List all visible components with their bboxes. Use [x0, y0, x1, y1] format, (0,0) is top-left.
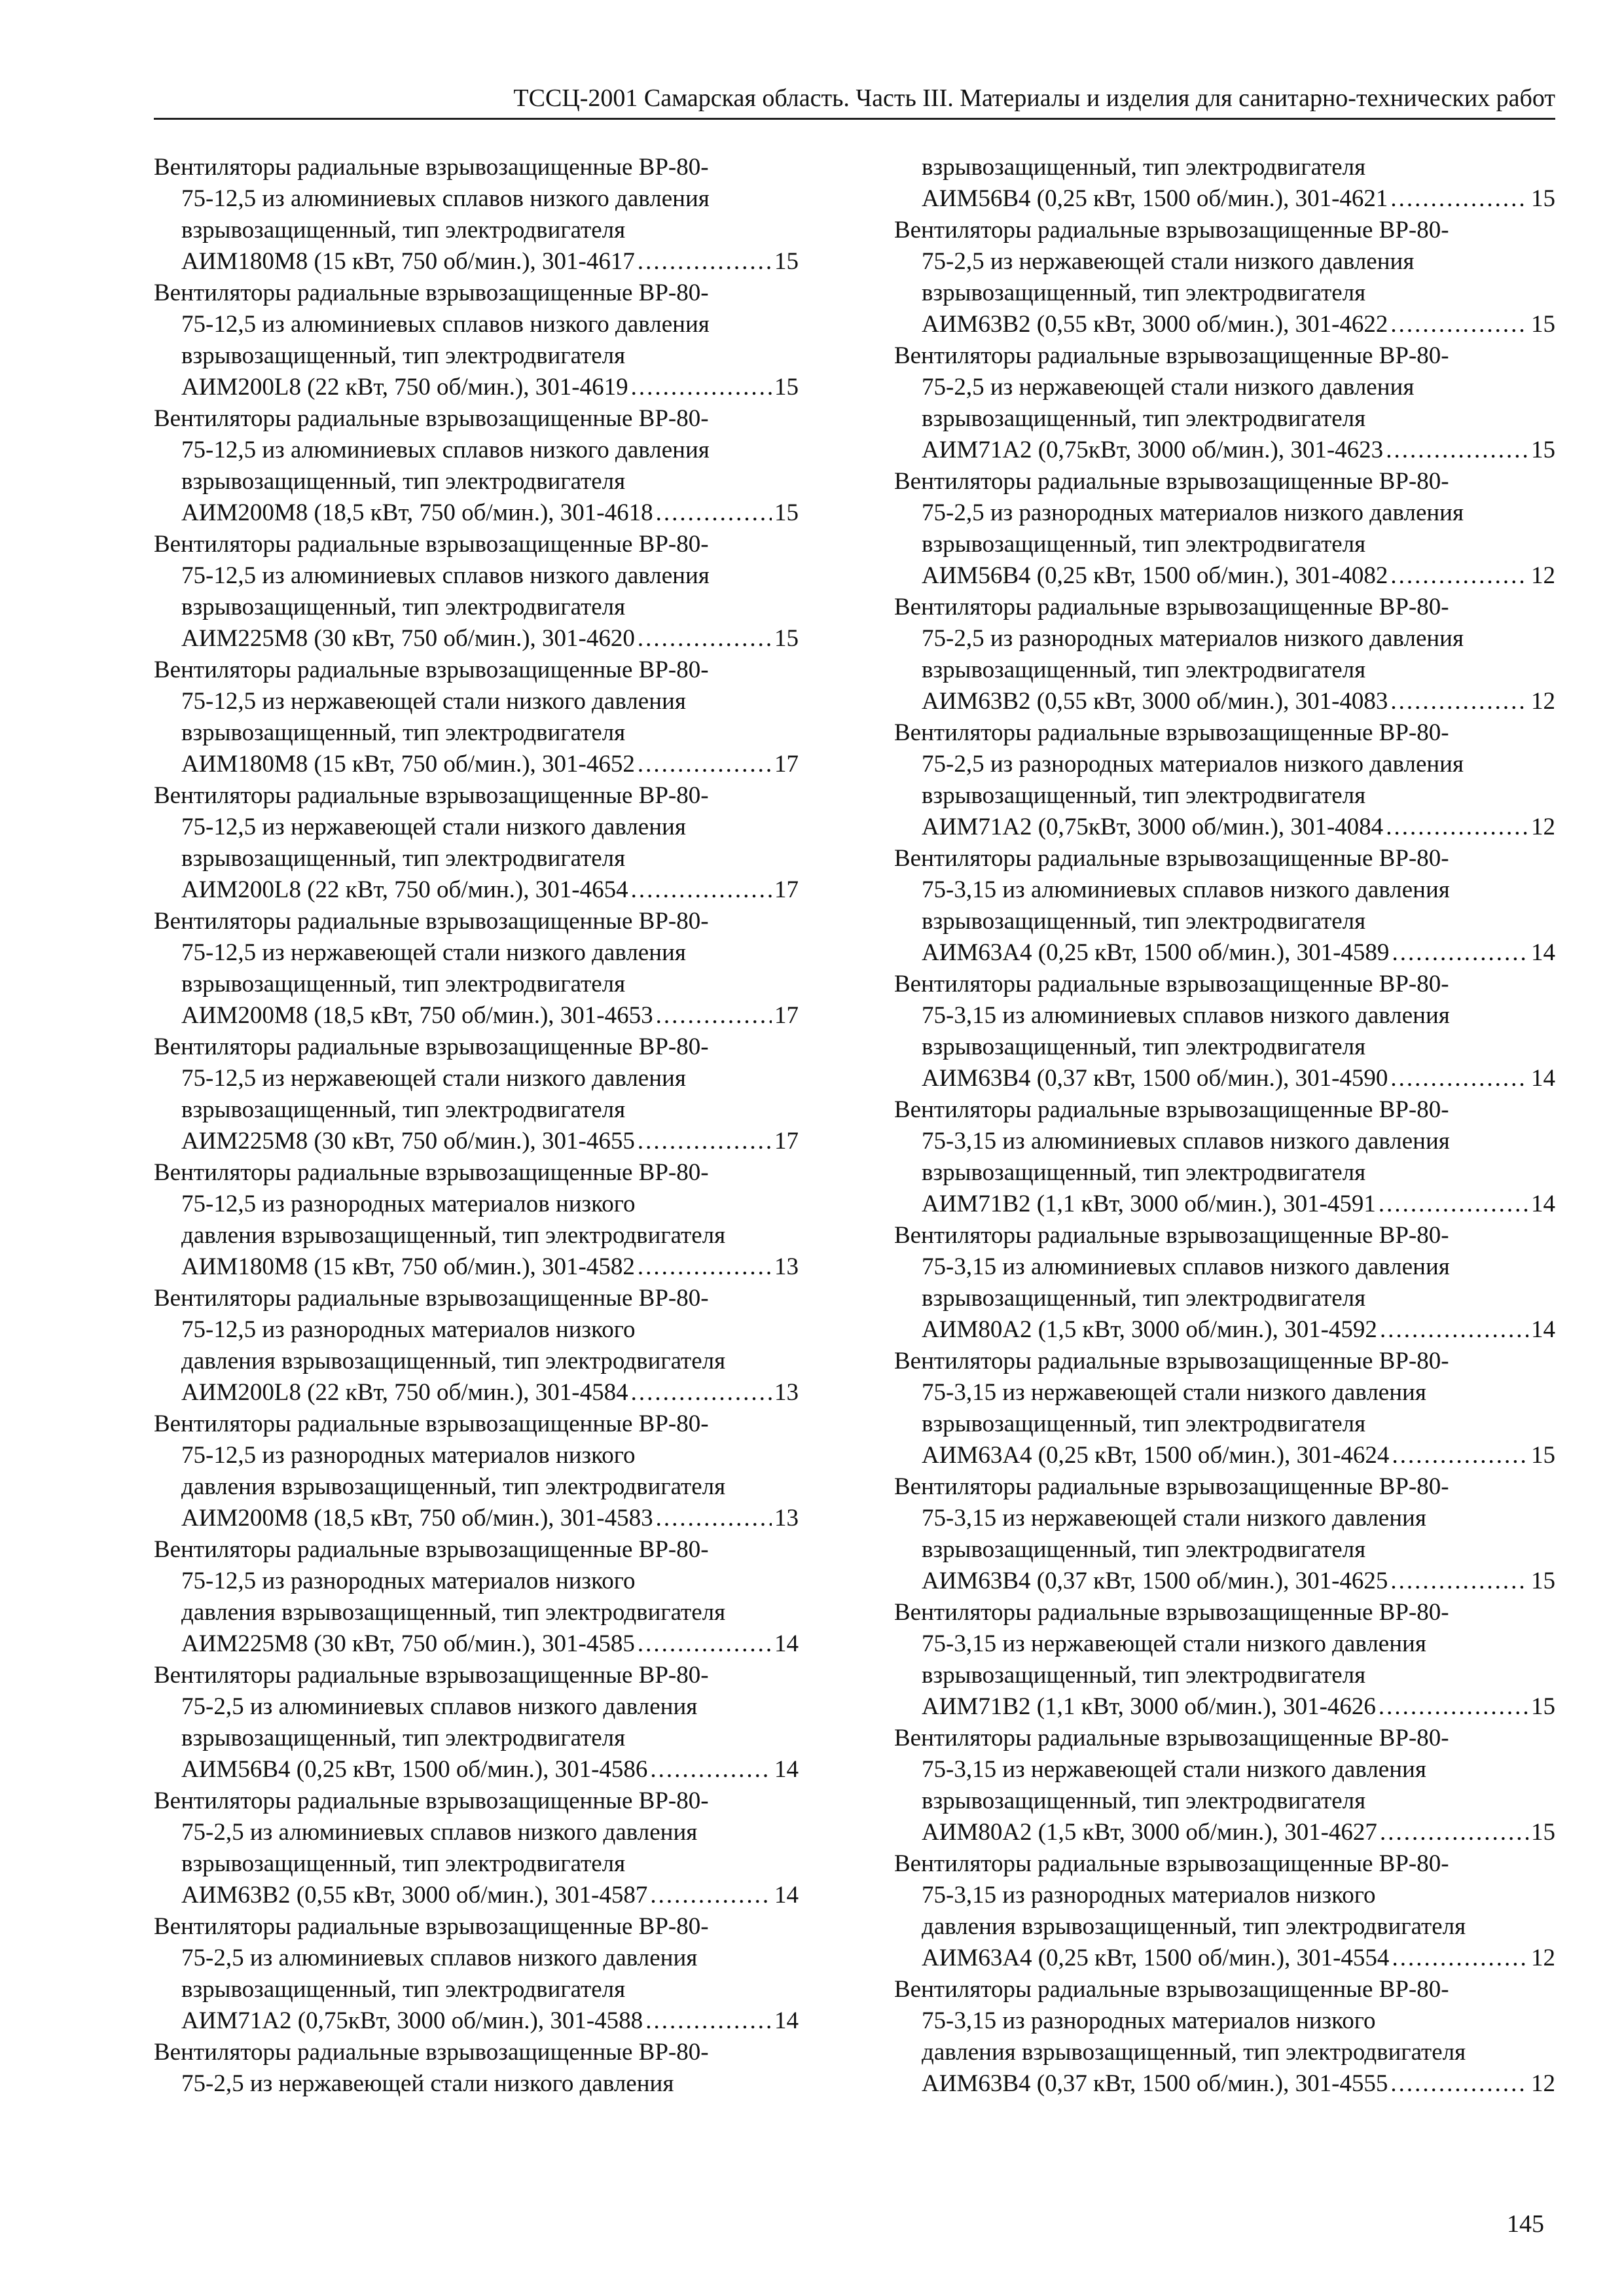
dot-leader	[1392, 937, 1528, 969]
dot-leader	[1379, 1691, 1528, 1723]
entry-reference-line	[894, 1817, 1555, 1848]
index-entry	[154, 152, 799, 278]
index-entry	[894, 1346, 1555, 1471]
entry-page-ref: 15	[1531, 1568, 1555, 1594]
entry-line: взрывозащищенный, тип электродвигателя	[181, 1850, 626, 1877]
index-entry	[154, 780, 799, 906]
entry-line: Вентиляторы радиальные взрывозащищенные ВР-80-	[894, 1725, 1449, 1751]
index-entry	[894, 466, 1555, 592]
entry-reference-line	[154, 623, 799, 655]
index-entry-continued	[154, 2037, 799, 2100]
entry-reference-line	[894, 937, 1555, 969]
entry-code: АИМ56В4 (0,25 кВт, 1500 об/мин.), 301-4586	[181, 1756, 648, 1783]
dot-leader	[631, 874, 772, 906]
index-entry	[894, 1471, 1555, 1597]
entry-code: АИМ225М8 (30 кВт, 750 об/мин.), 301-4655	[181, 1128, 635, 1155]
index-entry	[894, 340, 1555, 466]
entry-line: Вентиляторы радиальные взрывозащищенные ВР-80-	[154, 1159, 709, 1186]
index-entry-continuation	[894, 152, 1555, 215]
entry-line: взрывозащищенный, тип электродвигателя	[922, 1536, 1366, 1563]
entry-page-ref: 14	[1531, 1065, 1555, 1092]
entry-line: 75-12,5 из нержавеющей стали низкого давления	[181, 1065, 686, 1092]
entry-code: АИМ63А4 (0,25 кВт, 1500 об/мин.), 301-4554	[922, 1945, 1390, 1971]
entry-line: 75-12,5 из разнородных материалов низкого	[181, 1191, 636, 1217]
entry-line: Вентиляторы радиальные взрывозащищенные ВР-80-	[894, 1473, 1449, 1500]
entry-line: взрывозащищенный, тип электродвигателя	[181, 971, 626, 997]
dot-leader	[638, 623, 772, 655]
entry-reference-line	[154, 246, 799, 278]
index-entry	[894, 1220, 1555, 1346]
page-number: 145	[1507, 2210, 1544, 2238]
entry-page-ref: 12	[1531, 562, 1555, 589]
entry-line: взрывозащищенный, тип электродвигателя	[922, 1410, 1366, 1437]
entry-line: давления взрывозащищенный, тип электродвигателя	[922, 2039, 1466, 2066]
entry-code: АИМ63В4 (0,37 кВт, 1500 об/мин.), 301-4590	[922, 1065, 1388, 1092]
entry-line: Вентиляторы радиальные взрывозащищенные ВР-80-	[154, 1410, 709, 1437]
entry-line: Вентиляторы радиальные взрывозащищенные ВР-80-	[154, 405, 709, 432]
entry-line: Вентиляторы радиальные взрывозащищенные ВР-80-	[894, 594, 1449, 620]
entry-page-ref: 17	[774, 1128, 799, 1155]
index-entry	[154, 278, 799, 403]
index-entry	[154, 655, 799, 780]
index-entry	[894, 843, 1555, 969]
entry-page-ref: 15	[1531, 437, 1555, 463]
entry-reference-line	[154, 874, 799, 906]
entry-line: 75-2,5 из нержавеющей стали низкого давления	[922, 374, 1415, 401]
entry-line: Вентиляторы радиальные взрывозащищенные ВР-80-	[154, 531, 709, 558]
entry-line: взрывозащищенный, тип электродвигателя	[181, 1725, 626, 1751]
entry-line: взрывозащищенный, тип электродвигателя	[922, 1159, 1366, 1186]
entry-line: Вентиляторы радиальные взрывозащищенные ВР-80-	[894, 1348, 1449, 1374]
index-entry	[894, 215, 1555, 340]
dot-leader	[631, 1377, 772, 1408]
entry-page-ref: 14	[774, 1630, 799, 1657]
entry-line: взрывозащищенный, тип электродвигателя	[922, 405, 1366, 432]
entry-line: 75-3,15 из алюминиевых сплавов низкого давления	[922, 1253, 1450, 1280]
entry-line: Вентиляторы радиальные взрывозащищенные ВР-80-	[894, 719, 1449, 746]
entry-reference-line	[154, 1754, 799, 1785]
entry-line: 75-2,5 из нержавеющей стали низкого давления	[922, 248, 1415, 275]
index-entry	[154, 1157, 799, 1283]
dot-leader	[656, 1000, 772, 1031]
entry-page-ref: 15	[774, 374, 799, 401]
entry-line: Вентиляторы радиальные взрывозащищенные ВР-80-	[154, 1787, 709, 1814]
entry-page-ref: 15	[774, 625, 799, 652]
entry-code: АИМ71В2 (1,1 кВт, 3000 об/мин.), 301-4591	[922, 1191, 1376, 1217]
entry-line: Вентиляторы радиальные взрывозащищенные ВР-80-	[894, 845, 1449, 872]
dot-leader	[1379, 1189, 1528, 1220]
entry-line: 75-3,15 из нержавеющей стали низкого давления	[922, 1505, 1426, 1532]
index-entry	[154, 1283, 799, 1408]
dot-leader	[638, 1628, 772, 1660]
entry-line: давления взрывозащищенный, тип электродвигателя	[181, 1599, 726, 1626]
entry-line: Вентиляторы радиальные взрывозащищенные ВР-80-	[154, 1033, 709, 1060]
dot-leader	[656, 1503, 772, 1534]
dot-leader	[638, 749, 772, 780]
entry-line: 75-3,15 из нержавеющей стали низкого давления	[922, 1379, 1426, 1406]
entry-reference-line	[894, 1440, 1555, 1471]
dot-leader	[650, 1754, 772, 1785]
entry-line: Вентиляторы радиальные взрывозащищенные ВР-80-	[894, 1222, 1449, 1249]
entry-code: АИМ56В4 (0,25 кВт, 1500 об/мин.), 301-4082	[922, 562, 1388, 589]
entry-reference-line	[154, 1503, 799, 1534]
dot-leader	[650, 1880, 772, 1911]
dot-leader	[1390, 1063, 1528, 1094]
entry-line: взрывозащищенный, тип электродвигателя	[922, 1787, 1366, 1814]
entry-line: Вентиляторы радиальные взрывозащищенные ВР-80-	[894, 1096, 1449, 1123]
entry-line: 75-2,5 из алюминиевых сплавов низкого давления	[181, 1819, 698, 1846]
entry-page-ref: 15	[1531, 1442, 1555, 1469]
entry-code: АИМ63А4 (0,25 кВт, 1500 об/мин.), 301-4589	[922, 939, 1390, 966]
entry-line: давления взрывозащищенный, тип электродвигателя	[181, 1222, 726, 1249]
entry-line: 75-2,5 из разнородных материалов низкого давления	[922, 625, 1464, 652]
entry-page-ref: 15	[1531, 1693, 1555, 1720]
index-entry	[154, 1785, 799, 1911]
entry-page-ref: 12	[1531, 814, 1555, 840]
entry-line: 75-12,5 из алюминиевых сплавов низкого давления	[181, 437, 710, 463]
dot-leader	[1390, 309, 1528, 340]
index-entry	[154, 1031, 799, 1157]
entry-reference-line	[894, 309, 1555, 340]
entry-line: 75-12,5 из нержавеющей стали низкого давления	[181, 814, 686, 840]
dot-leader	[1390, 2068, 1528, 2100]
entry-line: взрывозащищенный, тип электродвигателя	[922, 782, 1366, 809]
entry-line: 75-3,15 из алюминиевых сплавов низкого давления	[922, 1128, 1450, 1155]
entry-reference-line	[154, 497, 799, 529]
entry-line: 75-12,5 из алюминиевых сплавов низкого давления	[181, 562, 710, 589]
entry-reference-line	[154, 749, 799, 780]
entry-page-ref: 17	[774, 1002, 799, 1029]
entry-line: Вентиляторы радиальные взрывозащищенные ВР-80-	[154, 782, 709, 809]
entry-reference-line	[154, 1628, 799, 1660]
entry-line: 75-3,15 из алюминиевых сплавов низкого давления	[922, 876, 1450, 903]
entry-code: АИМ80А2 (1,5 кВт, 3000 об/мин.), 301-4627	[922, 1819, 1377, 1846]
entry-line: взрывозащищенный, тип электродвигателя	[922, 154, 1366, 181]
dot-leader	[1386, 435, 1528, 466]
entry-reference-line	[154, 1880, 799, 1911]
index-entry	[894, 1094, 1555, 1220]
entry-reference-line	[894, 686, 1555, 717]
index-entry	[154, 1534, 799, 1660]
entry-code: АИМ225М8 (30 кВт, 750 об/мин.), 301-4585	[181, 1630, 635, 1657]
entry-line: взрывозащищенный, тип электродвигателя	[181, 845, 626, 872]
entry-reference-line	[894, 1189, 1555, 1220]
entry-page-ref: 15	[1531, 1819, 1555, 1846]
entry-code: АИМ56В4 (0,25 кВт, 1500 об/мин.), 301-4621	[922, 185, 1388, 212]
dot-leader	[638, 1126, 772, 1157]
entry-line: Вентиляторы радиальные взрывозащищенные ВР-80-	[894, 1850, 1449, 1877]
entry-line: 75-3,15 из разнородных материалов низкого	[922, 1882, 1376, 1909]
index-entry	[894, 717, 1555, 843]
entry-reference-line	[894, 1314, 1555, 1346]
entry-page-ref: 15	[1531, 185, 1555, 212]
entry-page-ref: 14	[1531, 1191, 1555, 1217]
index-entry	[154, 906, 799, 1031]
entry-line: Вентиляторы радиальные взрывозащищенные ВР-80-	[154, 1913, 709, 1940]
entry-reference-line	[894, 183, 1555, 215]
dot-leader	[1390, 560, 1528, 592]
entry-reference-line	[894, 812, 1555, 843]
index-entry	[894, 969, 1555, 1094]
entry-code: АИМ200L8 (22 кВт, 750 об/мин.), 301-4654	[181, 876, 628, 903]
entry-line: взрывозащищенный, тип электродвигателя	[181, 1976, 626, 2003]
entry-line: Вентиляторы радиальные взрывозащищенные ВР-80-	[894, 468, 1449, 495]
entry-page-ref: 15	[774, 499, 799, 526]
entry-line: взрывозащищенный, тип электродвигателя	[181, 1096, 626, 1123]
entry-page-ref: 15	[774, 248, 799, 275]
dot-leader	[1390, 183, 1528, 215]
entry-line: взрывозащищенный, тип электродвигателя	[181, 594, 626, 620]
entry-line: 75-12,5 из алюминиевых сплавов низкого давления	[181, 311, 710, 338]
entry-page-ref: 13	[774, 1505, 799, 1532]
entry-reference-line	[894, 1566, 1555, 1597]
entry-line: взрывозащищенный, тип электродвигателя	[181, 217, 626, 243]
entry-line: взрывозащищенный, тип электродвигателя	[922, 656, 1366, 683]
entry-code: АИМ71В2 (1,1 кВт, 3000 об/мин.), 301-4626	[922, 1693, 1376, 1720]
entry-reference-line	[154, 2005, 799, 2037]
entry-reference-line	[894, 435, 1555, 466]
entry-line: 75-3,15 из разнородных материалов низкого	[922, 2007, 1376, 2034]
entry-line: 75-12,5 из нержавеющей стали низкого давления	[181, 688, 686, 715]
dot-leader	[1392, 1440, 1528, 1471]
entry-reference-line	[894, 1943, 1555, 1974]
entry-line: давления взрывозащищенный, тип электродвигателя	[922, 1913, 1466, 1940]
entry-line: Вентиляторы радиальные взрывозащищенные ВР-80-	[154, 656, 709, 683]
entry-code: АИМ63В2 (0,55 кВт, 3000 об/мин.), 301-4622	[922, 311, 1388, 338]
index-entry	[154, 1911, 799, 2037]
entry-line: Вентиляторы радиальные взрывозащищенные ВР-80-	[894, 1599, 1449, 1626]
index-column-right	[894, 152, 1555, 2100]
entry-code: АИМ80А2 (1,5 кВт, 3000 об/мин.), 301-4592	[922, 1316, 1377, 1343]
entry-code: АИМ180М8 (15 кВт, 750 об/мин.), 301-4617	[181, 248, 635, 275]
entry-code: АИМ63В4 (0,37 кВт, 1500 об/мин.), 301-4625	[922, 1568, 1388, 1594]
entry-line: 75-2,5 из разнородных материалов низкого давления	[922, 499, 1464, 526]
entry-code: АИМ200L8 (22 кВт, 750 об/мин.), 301-4584	[181, 1379, 628, 1406]
entry-code: АИМ200М8 (18,5 кВт, 750 об/мин.), 301-4618	[181, 499, 653, 526]
dot-leader	[631, 372, 772, 403]
dot-leader	[638, 1251, 772, 1283]
index-entry	[894, 1848, 1555, 1974]
entry-reference-line	[894, 560, 1555, 592]
entry-reference-line	[154, 1126, 799, 1157]
index-entry	[154, 529, 799, 655]
entry-line: 75-12,5 из алюминиевых сплавов низкого давления	[181, 185, 710, 212]
entry-reference-line	[894, 2068, 1555, 2100]
index-entry	[154, 403, 799, 529]
entry-reference-line	[154, 1251, 799, 1283]
dot-leader	[1390, 1566, 1528, 1597]
entry-line: давления взрывозащищенный, тип электродвигателя	[181, 1473, 726, 1500]
entry-page-ref: 12	[1531, 1945, 1555, 1971]
entry-page-ref: 14	[1531, 939, 1555, 966]
entry-line: Вентиляторы радиальные взрывозащищенные ВР-80-	[154, 2039, 709, 2066]
entry-line: взрывозащищенный, тип электродвигателя	[922, 531, 1366, 558]
index-entry	[894, 1723, 1555, 1848]
entry-code: АИМ180М8 (15 кВт, 750 об/мин.), 301-4652	[181, 751, 635, 778]
index-entry	[154, 1660, 799, 1785]
dot-leader	[645, 2005, 772, 2037]
entry-code: АИМ200М8 (18,5 кВт, 750 об/мин.), 301-4583	[181, 1505, 653, 1532]
entry-page-ref: 14	[774, 2007, 799, 2034]
entry-page-ref: 12	[1531, 2070, 1555, 2097]
entry-reference-line	[894, 1691, 1555, 1723]
dot-leader	[1380, 1314, 1528, 1346]
index-entry	[894, 1974, 1555, 2100]
entry-line: 75-3,15 из алюминиевых сплавов низкого давления	[922, 1002, 1450, 1029]
entry-line: 75-2,5 из алюминиевых сплавов низкого давления	[181, 1693, 698, 1720]
entry-line: 75-12,5 из разнородных материалов низкого	[181, 1442, 636, 1469]
entry-line: Вентиляторы радиальные взрывозащищенные ВР-80-	[894, 217, 1449, 243]
entry-line: 75-3,15 из нержавеющей стали низкого давления	[922, 1756, 1426, 1783]
entry-page-ref: 14	[774, 1756, 799, 1783]
entry-page-ref: 14	[1531, 1316, 1555, 1343]
entry-reference-line	[154, 1000, 799, 1031]
entry-line: взрывозащищенный, тип электродвигателя	[922, 279, 1366, 306]
entry-line: взрывозащищенный, тип электродвигателя	[181, 342, 626, 369]
index-entry	[154, 1408, 799, 1534]
entry-line: Вентиляторы радиальные взрывозащищенные ВР-80-	[894, 971, 1449, 997]
entry-page-ref: 15	[1531, 311, 1555, 338]
running-header: ТССЦ-2001 Самарская область. Часть III. Материалы и изделия для санитарно-технических работ	[154, 84, 1555, 120]
entry-line: Вентиляторы радиальные взрывозащищенные ВР-80-	[154, 1285, 709, 1312]
entry-code: АИМ71А2 (0,75кВт, 3000 об/мин.), 301-4084	[922, 814, 1384, 840]
entry-line: Вентиляторы радиальные взрывозащищенные ВР-80-	[154, 279, 709, 306]
dot-leader	[656, 497, 772, 529]
dot-leader	[1392, 1943, 1528, 1974]
entry-reference-line	[154, 1377, 799, 1408]
entry-page-ref: 17	[774, 876, 799, 903]
entry-line: взрывозащищенный, тип электродвигателя	[922, 1033, 1366, 1060]
entry-code: АИМ71А2 (0,75кВт, 3000 об/мин.), 301-4588	[181, 2007, 643, 2034]
dot-leader	[1386, 812, 1528, 843]
entry-code: АИМ71А2 (0,75кВт, 3000 об/мин.), 301-4623	[922, 437, 1384, 463]
entry-code: АИМ200L8 (22 кВт, 750 об/мин.), 301-4619	[181, 374, 628, 401]
entry-line: 75-12,5 из разнородных материалов низкого	[181, 1568, 636, 1594]
entry-line: Вентиляторы радиальные взрывозащищенные ВР-80-	[154, 1662, 709, 1689]
index-entry	[894, 1597, 1555, 1723]
entry-page-ref: 12	[1531, 688, 1555, 715]
index-entry	[894, 592, 1555, 717]
dot-leader	[638, 246, 772, 278]
entry-page-ref: 13	[774, 1379, 799, 1406]
entry-line: 75-12,5 из разнородных материалов низкого	[181, 1316, 636, 1343]
entry-line: Вентиляторы радиальные взрывозащищенные ВР-80-	[154, 908, 709, 935]
entry-code: АИМ225М8 (30 кВт, 750 об/мин.), 301-4620	[181, 625, 635, 652]
dot-leader	[1380, 1817, 1528, 1848]
entry-line: взрывозащищенный, тип электродвигателя	[181, 719, 626, 746]
entry-code: АИМ180М8 (15 кВт, 750 об/мин.), 301-4582	[181, 1253, 635, 1280]
entry-code: АИМ63А4 (0,25 кВт, 1500 об/мин.), 301-4624	[922, 1442, 1390, 1469]
entry-line: Вентиляторы радиальные взрывозащищенные ВР-80-	[154, 1536, 709, 1563]
entry-page-ref: 17	[774, 751, 799, 778]
entry-line: взрывозащищенный, тип электродвигателя	[922, 1662, 1366, 1689]
index-column-left	[154, 152, 799, 2100]
entry-code: АИМ63В2 (0,55 кВт, 3000 об/мин.), 301-4587	[181, 1882, 648, 1909]
entry-line: взрывозащищенный, тип электродвигателя	[922, 1285, 1366, 1312]
entry-line: 75-12,5 из нержавеющей стали низкого давления	[181, 939, 686, 966]
entry-line: взрывозащищенный, тип электродвигателя	[181, 468, 626, 495]
entry-line: 75-2,5 из разнородных материалов низкого давления	[922, 751, 1464, 778]
entry-code: АИМ63В4 (0,37 кВт, 1500 об/мин.), 301-4555	[922, 2070, 1388, 2097]
entry-reference-line	[894, 1063, 1555, 1094]
entry-reference-line	[154, 372, 799, 403]
entry-line: Вентиляторы радиальные взрывозащищенные ВР-80-	[894, 1976, 1449, 2003]
dot-leader	[1390, 686, 1528, 717]
entry-line: Вентиляторы радиальные взрывозащищенные ВР-80-	[894, 342, 1449, 369]
entry-line: Вентиляторы радиальные взрывозащищенные ВР-80-	[154, 154, 709, 181]
entry-code: АИМ200М8 (18,5 кВт, 750 об/мин.), 301-4653	[181, 1002, 653, 1029]
entry-page-ref: 14	[774, 1882, 799, 1909]
entry-line: 75-2,5 из нержавеющей стали низкого давления	[181, 2070, 674, 2097]
entry-code: АИМ63В2 (0,55 кВт, 3000 об/мин.), 301-4083	[922, 688, 1388, 715]
entry-line: взрывозащищенный, тип электродвигателя	[922, 908, 1366, 935]
entry-line: 75-3,15 из нержавеющей стали низкого давления	[922, 1630, 1426, 1657]
entry-page-ref: 13	[774, 1253, 799, 1280]
entry-line: давления взрывозащищенный, тип электродвигателя	[181, 1348, 726, 1374]
entry-line: 75-2,5 из алюминиевых сплавов низкого давления	[181, 1945, 698, 1971]
